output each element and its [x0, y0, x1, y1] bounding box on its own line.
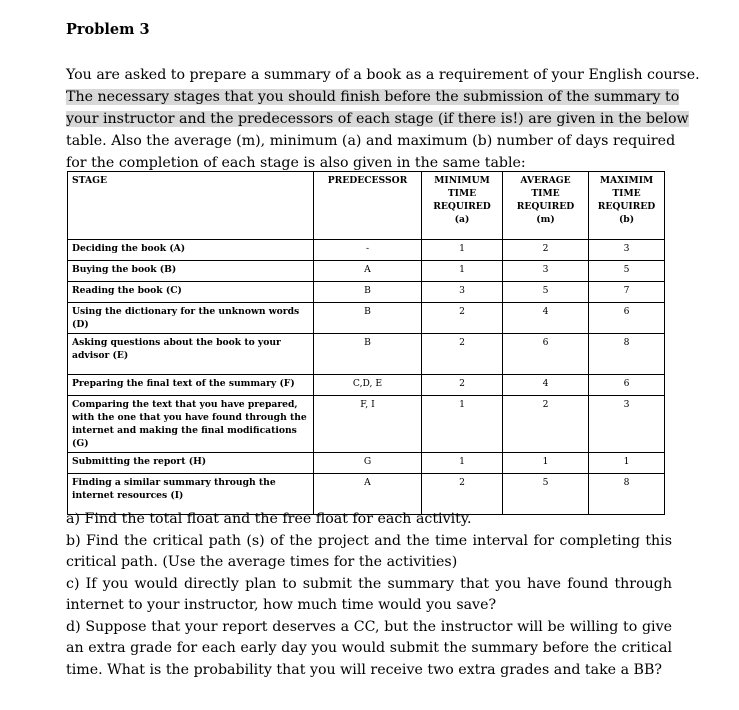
intro-line-3-text: your instructor and the predecessors of each stage (if there is!) are given in the below [66, 111, 689, 127]
predecessor-cell: C,D, E [314, 375, 422, 396]
predecessor-cell: - [314, 240, 422, 261]
min-time-cell: 3 [422, 282, 503, 303]
intro-line-2 [66, 86, 680, 108]
avg-time-cell: 6 [503, 334, 589, 375]
min-time-cell: 2 [422, 375, 503, 396]
stage-cell: Using the dictionary for the unknown words (D) [68, 303, 314, 334]
avg-time-cell: 4 [503, 375, 589, 396]
max-time-cell: 1 [589, 453, 665, 474]
table-row [68, 453, 665, 474]
min-time-cell: 2 [422, 303, 503, 334]
predecessor-cell: B [314, 303, 422, 334]
problem-title: Problem 3 [66, 21, 150, 38]
question-d: d) Suppose that your report deserves a CC, but the instructor will be willing to give an extra grade for each early day you would submit the summary before the critical time. What is the probability that you will receive two extra grades and take a BB? [66, 618, 672, 678]
question-b: b) Find the critical path (s) of the project and the time interval for completing this critical path. (Use the average times for the activities) [66, 532, 672, 570]
header-maximum-time: MAXIMIM TIME REQUIRED (b) [589, 172, 665, 240]
predecessor-cell: G [314, 453, 422, 474]
avg-time-cell: 1 [503, 453, 589, 474]
min-time-cell: 1 [422, 261, 503, 282]
stage-cell: Preparing the final text of the summary (F) [68, 375, 314, 396]
question-a: a) Find the total float and the free float for each activity. [66, 511, 472, 527]
intro-line-5: for the completion of each stage is also given in the same table: [66, 155, 526, 171]
predecessor-cell: B [314, 334, 422, 375]
intro-line-3 [66, 108, 689, 130]
stage-cell: Deciding the book (A) [68, 240, 314, 261]
intro-line-1: You are asked to prepare a summary of a book as a requirement of your English course. [66, 67, 700, 83]
intro-paragraph [66, 64, 700, 174]
predecessor-cell: B [314, 282, 422, 303]
header-predecessor: PREDECESSOR [314, 172, 422, 240]
stage-cell: Comparing the text that you have prepared, with the one that you have found through the internet and making the final modifications (G) [68, 396, 314, 453]
table-row [68, 303, 665, 334]
stages-table [67, 171, 665, 515]
min-time-cell: 1 [422, 396, 503, 453]
header-stage: STAGE [68, 172, 314, 240]
questions-block [66, 509, 672, 681]
stage-cell: Buying the book (B) [68, 261, 314, 282]
max-time-cell: 6 [589, 303, 665, 334]
avg-time-cell: 2 [503, 240, 589, 261]
table-row [68, 375, 665, 396]
min-time-cell: 2 [422, 334, 503, 375]
max-time-cell: 5 [589, 261, 665, 282]
stage-cell: Finding a similar summary through the internet resources (I) [68, 474, 314, 515]
table-row [68, 282, 665, 303]
intro-line-4: table. Also the average (m), minimum (a) and maximum (b) number of days required [66, 133, 676, 149]
table-row [68, 240, 665, 261]
header-average-time: AVERAGE TIME REQUIRED (m) [503, 172, 589, 240]
question-c: c) If you would directly plan to submit the summary that you have found through internet to your instructor, how much time would you save? [66, 575, 672, 613]
table-row [68, 261, 665, 282]
header-minimum-time: MINIMUM TIME REQUIRED (a) [422, 172, 503, 240]
max-time-cell: 7 [589, 282, 665, 303]
table-header-row [68, 172, 665, 240]
avg-time-cell: 5 [503, 474, 589, 515]
avg-time-cell: 3 [503, 261, 589, 282]
stage-cell: Reading the book (C) [68, 282, 314, 303]
max-time-cell: 6 [589, 375, 665, 396]
max-time-cell: 8 [589, 334, 665, 375]
avg-time-cell: 2 [503, 396, 589, 453]
min-time-cell: 1 [422, 240, 503, 261]
min-time-cell: 2 [422, 474, 503, 515]
min-time-cell: 1 [422, 453, 503, 474]
max-time-cell: 3 [589, 240, 665, 261]
intro-line-2-text: The necessary stages that you should finish before the submission of the summary to [66, 89, 680, 105]
avg-time-cell: 5 [503, 282, 589, 303]
table-row [68, 334, 665, 375]
max-time-cell: 3 [589, 396, 665, 453]
predecessor-cell: A [314, 261, 422, 282]
stage-cell: Asking questions about the book to your advisor (E) [68, 334, 314, 375]
avg-time-cell: 4 [503, 303, 589, 334]
predecessor-cell: F, I [314, 396, 422, 453]
max-time-cell: 8 [589, 474, 665, 515]
stage-cell: Submitting the report (H) [68, 453, 314, 474]
predecessor-cell: A [314, 474, 422, 515]
table-row [68, 396, 665, 453]
